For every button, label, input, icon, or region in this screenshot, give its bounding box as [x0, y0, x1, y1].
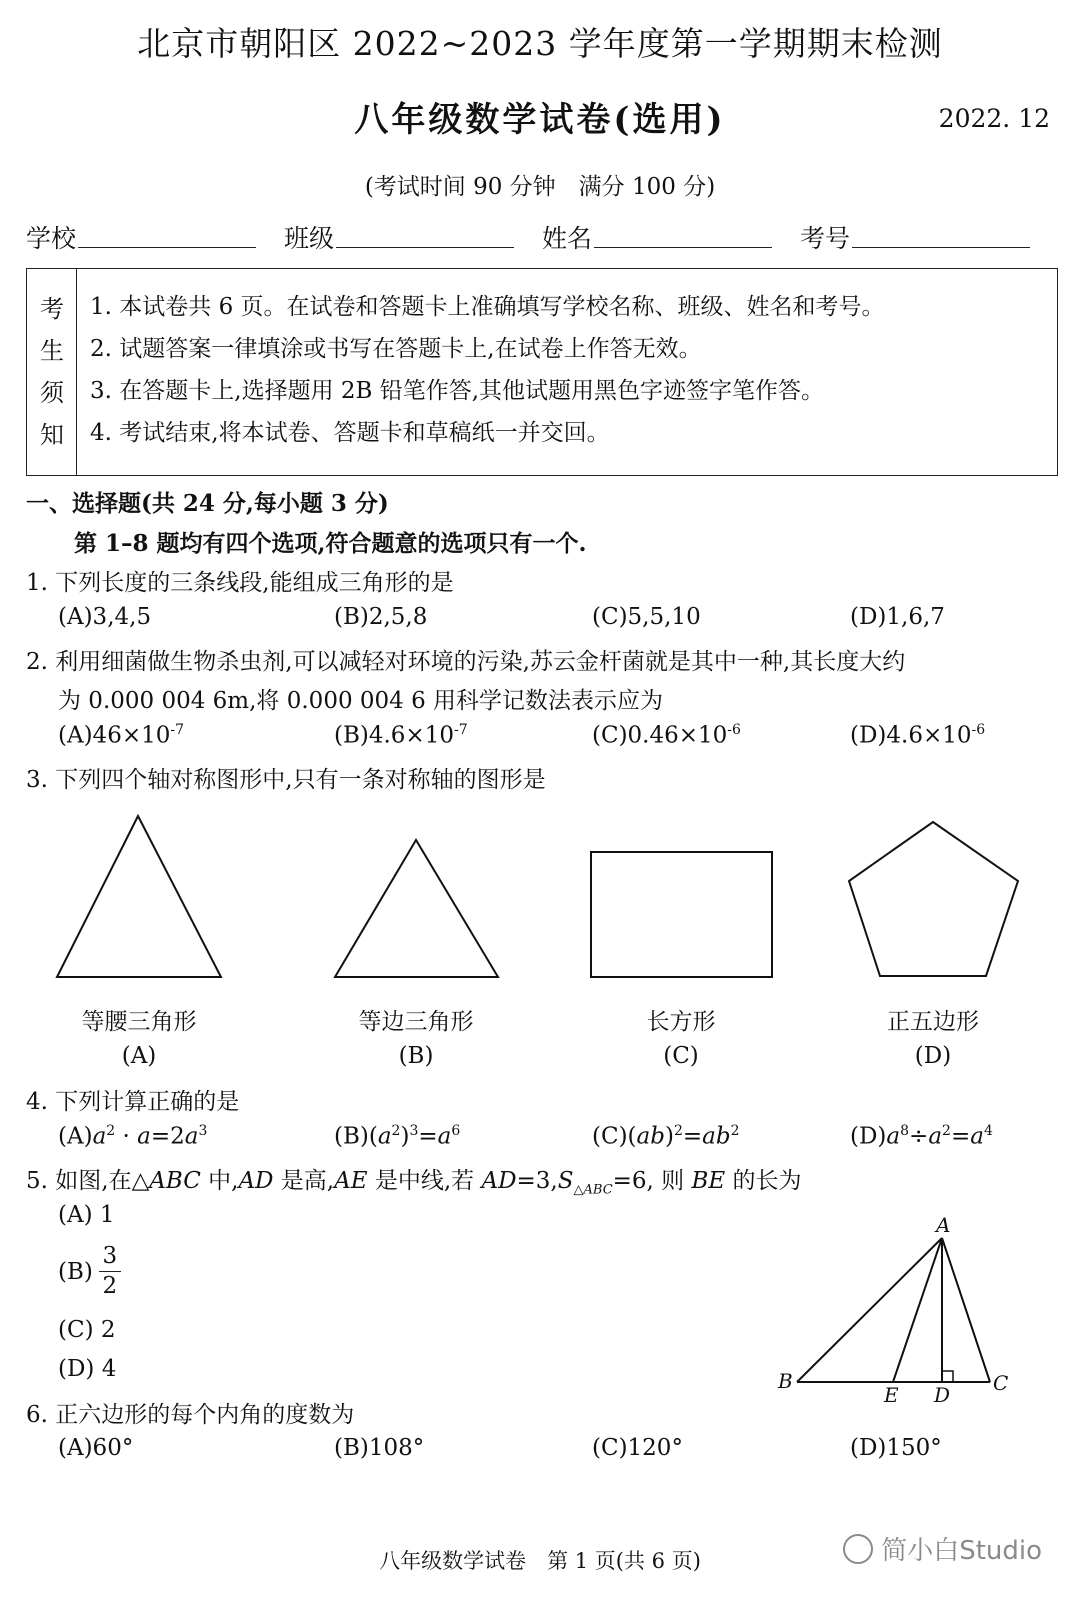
- q6-option-a: (A)60°: [58, 1435, 134, 1461]
- exam-info: (考试时间 90 分钟 满分 100 分): [364, 174, 716, 200]
- q2-option-b: $(B)4.6\times 10^{-7}$: [334, 722, 468, 749]
- q1-option-c: (C)5,5,10: [592, 604, 701, 630]
- q6-option-d: (D)150°: [850, 1435, 942, 1461]
- notice-item: 4. 考试结束,将本试卷、答题卡和草稿纸一并交回。: [90, 420, 610, 446]
- q3-letter-b: (B): [398, 1043, 434, 1069]
- q5-option-c: (C) 2: [58, 1317, 116, 1343]
- field-name-line[interactable]: [594, 247, 772, 248]
- section-instruction: 第 1–8 题均有四个选项,符合题意的选项只有一个.: [74, 530, 587, 557]
- q3-stem: 3. 下列四个轴对称图形中,只有一条对称轴的图形是: [26, 767, 546, 793]
- notice-item: 1. 本试卷共 6 页。在试卷和答题卡上准确填写学校名称、班级、姓名和考号。: [90, 294, 885, 320]
- q2-stem-line1: 2. 利用细菌做生物杀虫剂,可以减轻对环境的污染,苏云金杆菌就是其中一种,其长度大约: [26, 649, 906, 675]
- q6-option-c: (C)120°: [592, 1435, 683, 1461]
- q4-option-a: $(A)a^2 \cdot a=2a^3$: [58, 1123, 208, 1150]
- field-name-label: 姓名: [542, 224, 593, 253]
- notice-item: 3. 在答题卡上,选择题用 2B 铅笔作答,其他试题用黑色字迹签字笔作答。: [90, 378, 825, 404]
- notice-side-char: 须: [40, 379, 64, 407]
- field-school-label: 学校: [26, 224, 77, 253]
- q3-letter-c: (C): [663, 1043, 699, 1069]
- notice-side-char: 知: [40, 421, 64, 449]
- q6-option-b: (B)108°: [334, 1435, 425, 1461]
- equilateral-triangle-shape: [335, 840, 498, 977]
- q4-option-c: $(C)(ab)^2=ab^2$: [592, 1123, 740, 1150]
- rectangle-shape: [591, 852, 772, 977]
- isosceles-triangle-shape: [57, 816, 221, 977]
- field-class-label: 班级: [284, 224, 335, 253]
- notice-item: 2. 试题答案一律填涂或书写在答题卡上,在试卷上作答无效。: [90, 336, 702, 362]
- notice-side-char: 生: [40, 337, 64, 365]
- section-title: 一、选择题(共 24 分,每小题 3 分): [26, 490, 389, 517]
- q3-letter-a: (A): [121, 1043, 157, 1069]
- exam-title: 北京市朝阳区 2022~2023 学年度第一学期期末检测: [137, 24, 943, 63]
- notice-side: [27, 269, 77, 475]
- q4-stem: 4. 下列计算正确的是: [26, 1089, 240, 1115]
- q6-stem: 6. 正六边形的每个内角的度数为: [26, 1402, 355, 1428]
- q2-option-a: $(A)46\times 10^{-7}$: [58, 722, 185, 749]
- q5-label-b: B: [778, 1369, 793, 1393]
- q5-option-d: (D) 4: [58, 1356, 117, 1382]
- q3-caption-d: 正五边形: [887, 1009, 979, 1035]
- q5-stem: 5. 如图,在△ABC 中,AD 是高,AE 是中线,若 $AD=3,S_{\triangle ABC}=6$, 则 BE 的长为: [26, 1168, 802, 1198]
- watermark: 简小白Studio: [843, 1530, 1042, 1567]
- q3-caption-c: 长方形: [646, 1009, 716, 1035]
- q4-option-d: $(D)a^8\div a^2=a^4$: [850, 1123, 993, 1150]
- q5-label-a: A: [936, 1213, 951, 1237]
- q4-option-b: $(B)(a^2)^3=a^6$: [334, 1123, 461, 1150]
- page-footer: 八年级数学试卷 第 1 页(共 6 页): [379, 1549, 701, 1573]
- q5-label-d: D: [934, 1383, 951, 1407]
- q3-caption-a: 等腰三角形: [81, 1009, 197, 1035]
- wechat-icon: [843, 1534, 873, 1564]
- notice-side-char: 考: [40, 295, 64, 323]
- q5-option-b: (B) $\frac{3}{2}$: [58, 1244, 121, 1300]
- exam-subtitle: 八年级数学试卷(选用): [354, 100, 726, 140]
- field-id-line[interactable]: [852, 247, 1030, 248]
- q2-option-c: $(C)0.46\times 10^{-6}$: [592, 722, 741, 749]
- regular-pentagon-shape: [849, 822, 1018, 976]
- field-class-line[interactable]: [336, 247, 514, 248]
- q3-caption-b: 等边三角形: [358, 1009, 474, 1035]
- q3-letter-d: (D): [914, 1043, 952, 1069]
- q2-stem-line2: 为 0.000 004 6m,将 0.000 004 6 用科学记数法表示应为: [58, 688, 664, 714]
- field-id-label: 考号: [800, 224, 851, 253]
- q1-option-b: (B)2,5,8: [334, 604, 428, 630]
- q2-option-d: $(D)4.6\times 10^{-6}$: [850, 722, 986, 749]
- q1-option-a: (A)3,4,5: [58, 604, 152, 630]
- q5-label-c: C: [993, 1371, 1009, 1395]
- q1-option-d: (D)1,6,7: [850, 604, 945, 630]
- q5-label-e: E: [884, 1383, 899, 1407]
- q1-stem: 1. 下列长度的三条线段,能组成三角形的是: [26, 570, 454, 596]
- field-school-line[interactable]: [78, 247, 256, 248]
- exam-date: 2022. 12: [938, 104, 1050, 133]
- q5-option-a: (A) 1: [58, 1202, 115, 1228]
